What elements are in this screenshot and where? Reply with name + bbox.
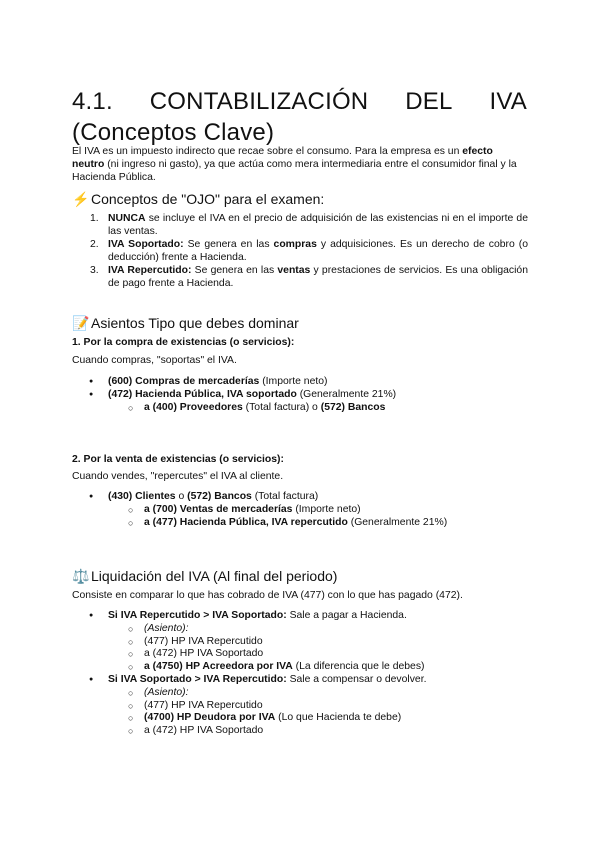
list-item	[72, 238, 528, 264]
list-item	[72, 504, 528, 517]
account-note: (Generalmente 21%)	[296, 388, 397, 400]
account-note: (Importe neto)	[292, 503, 361, 515]
list-item	[72, 517, 528, 530]
venta-heading: 2. Por la venta de existencias (o servicios):	[72, 454, 284, 465]
list-item	[72, 700, 528, 713]
account-bold: (430) Clientes	[108, 491, 176, 502]
list-item	[72, 264, 528, 290]
account-bold-2: (572) Bancos	[187, 491, 252, 502]
account-bold: a (700) Ventas de mercaderías	[144, 503, 293, 515]
entry-note: (Lo que Hacienda te debe)	[275, 712, 402, 724]
entry-text: a (472) HP IVA Soportado	[144, 725, 264, 737]
list-item	[72, 661, 528, 674]
entry-text: (477) HP IVA Repercutido	[144, 635, 263, 647]
compra-heading: 1. Por la compra de existencias (o servicios):	[72, 337, 295, 348]
list-item	[72, 674, 528, 687]
list-item	[72, 389, 528, 402]
intro-text-2: (ni ingreso ni gasto), ya que actúa como mera intermediaria entre el consumidor final y la Hacienda Pública.	[72, 159, 517, 183]
case-bold: Si IVA Repercutido > IVA Soportado:	[108, 610, 287, 621]
account-bold: a (400) Proveedores	[144, 401, 243, 413]
account-note: (Generalmente 21%)	[347, 516, 448, 528]
list-item	[72, 712, 528, 725]
entry-note: (La diferencia que le debes)	[292, 661, 425, 673]
item-bold-2: compras	[273, 239, 317, 250]
ojo-heading	[72, 190, 324, 208]
title-word-1: CONTABILIZACIÓN	[149, 88, 369, 115]
item-bold: IVA Soportado:	[108, 239, 184, 250]
ojo-list	[72, 212, 528, 290]
entry-text: (477) HP IVA Repercutido	[144, 699, 263, 711]
account-note-2: (Total factura)	[251, 491, 319, 502]
intro-text-1: El IVA es un impuesto indirecto que recae sobre el consumo. Para la empresa es un	[72, 146, 463, 157]
venta-list	[72, 491, 528, 529]
list-item	[72, 623, 528, 636]
page-title	[72, 86, 527, 148]
item-text: se incluye el IVA en el precio de adquisición de las existencias ni en el importe de las ventas.	[108, 213, 528, 237]
asientos-heading	[72, 314, 299, 332]
list-number: 1.	[90, 213, 99, 224]
venta-intro: Cuando vendes, "repercutes" el IVA al cliente.	[72, 471, 284, 482]
asiento-label: (Asiento):	[144, 686, 189, 698]
asiento-label: (Asiento):	[144, 622, 189, 634]
entry-text: a (472) HP IVA Soportado	[144, 648, 264, 660]
liquidacion-list	[72, 610, 528, 738]
scales-icon: ⚖️	[72, 568, 90, 584]
list-item	[72, 687, 528, 700]
item-bold: NUNCA	[108, 213, 146, 224]
list-item	[72, 725, 528, 738]
entry-bold: a (4750) HP Acreedora por IVA	[144, 661, 293, 673]
list-number: 3.	[90, 265, 99, 276]
list-item	[72, 402, 528, 415]
compra-intro: Cuando compras, "soportas" el IVA.	[72, 355, 237, 366]
list-item	[72, 376, 528, 389]
title-number: 4.1.	[72, 88, 113, 115]
title-word-3: IVA	[489, 88, 527, 115]
account-note: (Importe neto)	[259, 376, 328, 387]
liquidacion-heading-text: Liquidación del IVA (Al final del periodo)	[91, 568, 338, 584]
account-note: (Total factura) o	[242, 401, 321, 413]
account-bold: (472) Hacienda Pública, IVA soportado	[108, 388, 297, 400]
item-bold-2: ventas	[277, 265, 311, 276]
item-text-2: y prestaciones de servicios. Es una obligación de pago frente a Hacienda.	[108, 265, 528, 289]
liquidacion-heading	[72, 567, 337, 585]
intro-bold: efecto neutro	[72, 146, 493, 170]
list-item	[72, 636, 528, 649]
account-note: o	[175, 491, 188, 502]
liquidacion-intro: Consiste en comparar lo que has cobrado de IVA (477) con lo que has pagado (472).	[72, 590, 463, 601]
memo-icon: 📝	[72, 315, 90, 331]
list-number: 2.	[90, 239, 99, 250]
list-item	[72, 610, 528, 623]
item-text-2: y adquisiciones. Es un derecho de cobro (o deducción) frente a Hacienda.	[108, 239, 529, 263]
title-line-2: (Conceptos Clave)	[72, 119, 275, 146]
title-line-1	[72, 86, 527, 117]
list-item	[72, 212, 528, 238]
title-word-2: DEL	[405, 88, 453, 115]
item-bold: IVA Repercutido:	[108, 265, 192, 276]
list-item	[72, 648, 528, 661]
lightning-icon: ⚡	[72, 191, 90, 207]
entry-bold: (4700) HP Deudora por IVA	[144, 712, 276, 724]
asientos-heading-text: Asientos Tipo que debes dominar	[91, 315, 299, 331]
ojo-heading-text: Conceptos de "OJO" para el examen:	[91, 191, 325, 207]
intro-paragraph	[72, 145, 528, 184]
compra-list	[72, 376, 528, 414]
list-item	[72, 491, 528, 504]
case-text: Sale a compensar o devolver.	[286, 673, 427, 685]
item-text: Se genera en las	[183, 239, 274, 250]
case-text: Sale a pagar a Hacienda.	[286, 610, 407, 621]
account-bold-2: (572) Bancos	[320, 401, 386, 413]
account-bold: a (477) Hacienda Pública, IVA repercutido	[144, 516, 348, 528]
case-bold: Si IVA Soportado > IVA Repercutido:	[108, 673, 287, 685]
item-text: Se genera en las	[191, 265, 278, 276]
account-bold: (600) Compras de mercaderías	[108, 376, 260, 387]
